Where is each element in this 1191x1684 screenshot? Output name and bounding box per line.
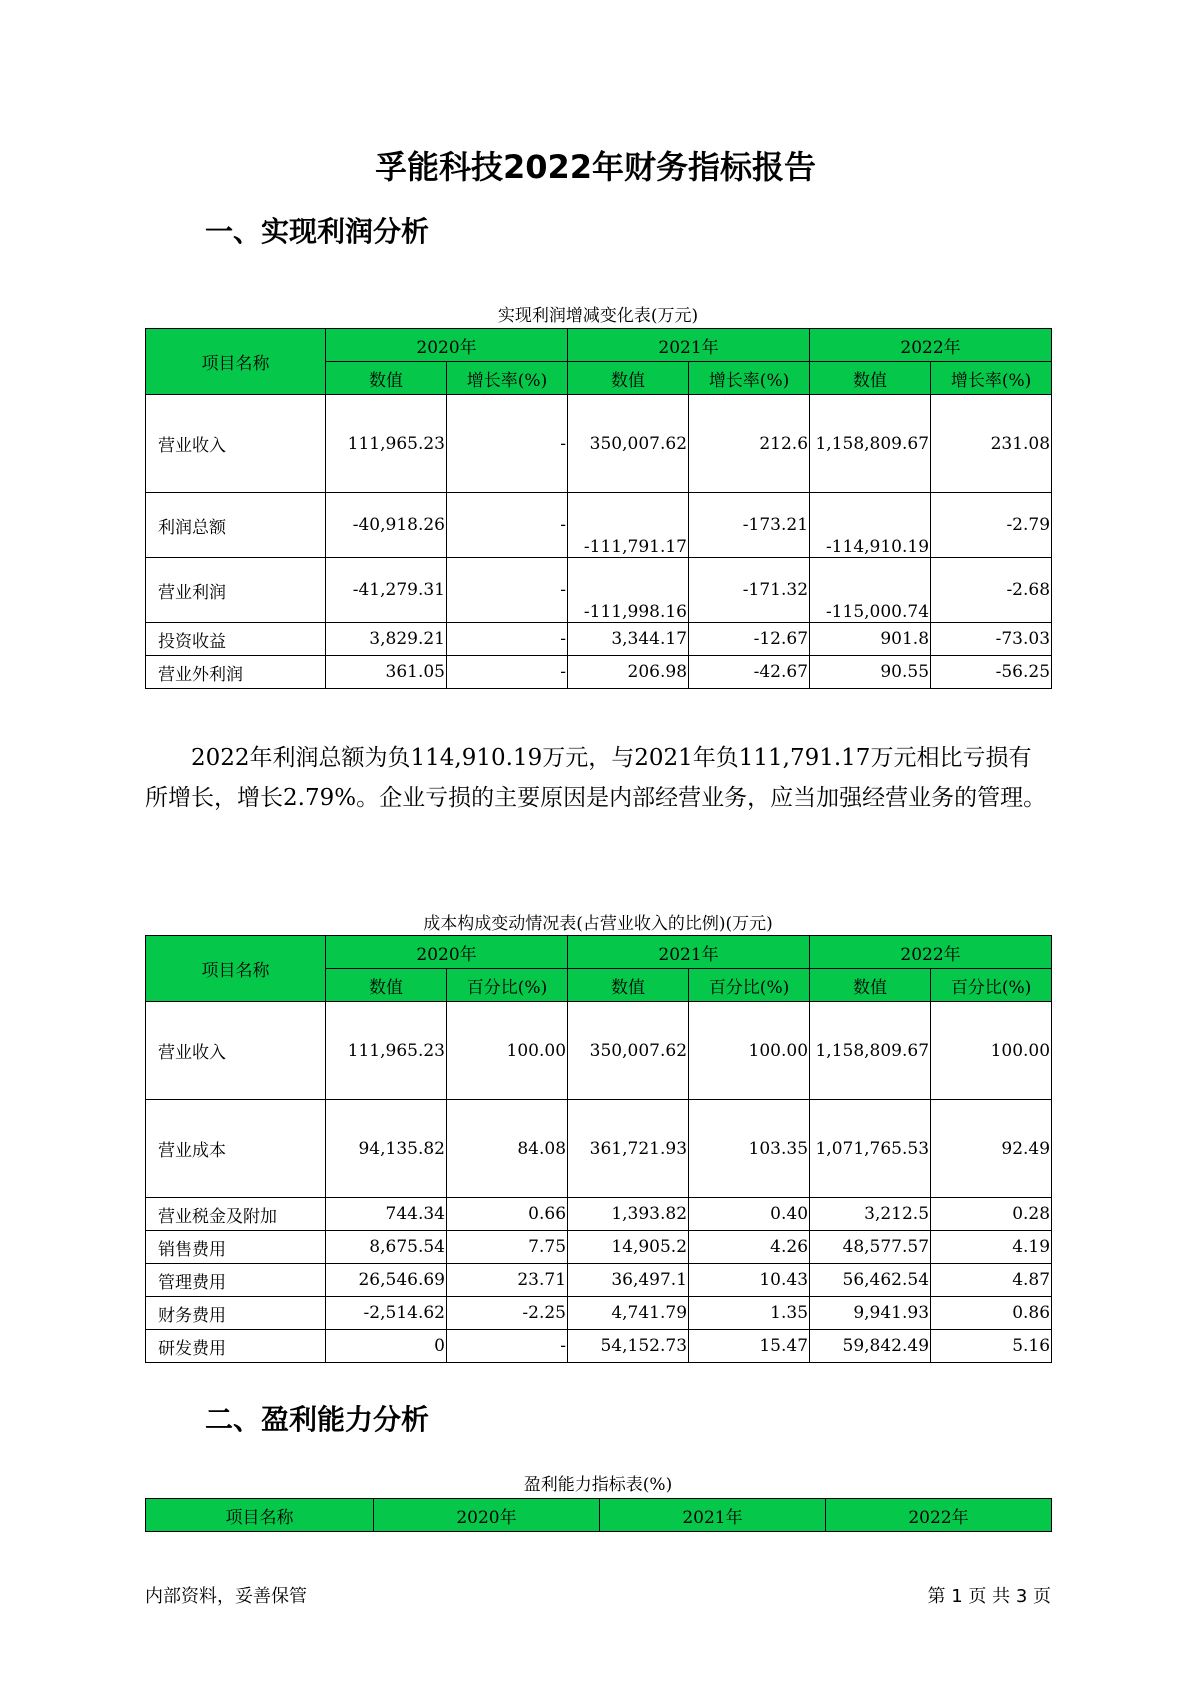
header-year: 2021年 bbox=[568, 936, 810, 969]
cell-value: 361,721.93 bbox=[568, 1100, 689, 1198]
header-year: 2022年 bbox=[810, 329, 1052, 362]
header-value: 数值 bbox=[326, 362, 447, 395]
cell-percent: 4.19 bbox=[931, 1231, 1052, 1264]
cell-rate: - bbox=[447, 656, 568, 689]
cell-rate: - bbox=[447, 558, 568, 623]
row-label: 管理费用 bbox=[146, 1264, 326, 1297]
row-label: 营业收入 bbox=[146, 1002, 326, 1100]
header-value: 数值 bbox=[810, 362, 931, 395]
header-percent: 百分比(%) bbox=[689, 969, 810, 1002]
row-label: 营业利润 bbox=[146, 558, 326, 623]
cell-percent: 0.28 bbox=[931, 1198, 1052, 1231]
section-heading-profit: 一、实现利润分析 bbox=[205, 215, 430, 248]
cell-percent: 100.00 bbox=[931, 1002, 1052, 1100]
section-heading-profitability: 二、盈利能力分析 bbox=[205, 1403, 430, 1436]
cell-value: 9,941.93 bbox=[810, 1297, 931, 1330]
cell-rate: - bbox=[447, 623, 568, 656]
cell-rate: -56.25 bbox=[931, 656, 1052, 689]
cost-structure-table bbox=[145, 935, 1052, 1363]
row-label: 财务费用 bbox=[146, 1297, 326, 1330]
cell-percent: 103.35 bbox=[689, 1100, 810, 1198]
cell-value: 1,071,765.53 bbox=[810, 1100, 931, 1198]
table-row bbox=[146, 1198, 1052, 1231]
cell-value: -111,998.16 bbox=[568, 558, 689, 623]
table-row bbox=[146, 1264, 1052, 1297]
cell-rate: -2.79 bbox=[931, 493, 1052, 558]
header-rate: 增长率(%) bbox=[447, 362, 568, 395]
table-row bbox=[146, 656, 1052, 689]
cell-value: 206.98 bbox=[568, 656, 689, 689]
cell-percent: 0.66 bbox=[447, 1198, 568, 1231]
cell-value: 111,965.23 bbox=[326, 1002, 447, 1100]
cell-value: 36,497.1 bbox=[568, 1264, 689, 1297]
cell-value: 90.55 bbox=[810, 656, 931, 689]
cell-value: 59,842.49 bbox=[810, 1330, 931, 1363]
profitability-table bbox=[145, 1498, 1052, 1532]
header-percent: 百分比(%) bbox=[447, 969, 568, 1002]
header-item-name: 项目名称 bbox=[146, 1499, 374, 1532]
header-item-name: 项目名称 bbox=[146, 936, 326, 1002]
header-year: 2022年 bbox=[810, 936, 1052, 969]
table3-caption: 盈利能力指标表(%) bbox=[523, 1475, 673, 1495]
table-row bbox=[146, 1231, 1052, 1264]
cell-percent: 92.49 bbox=[931, 1100, 1052, 1198]
row-label: 利润总额 bbox=[146, 493, 326, 558]
table-row bbox=[146, 1100, 1052, 1198]
cell-value: 1,393.82 bbox=[568, 1198, 689, 1231]
analysis-paragraph: 2022年利润总额为负114,910.19万元，与2021年负111,791.17万元相比亏损有所增长，增长2.79%。企业亏损的主要原因是内部经营业务，应当加强经营业务的管理。 bbox=[145, 745, 1047, 811]
report-title: 孚能科技2022年财务指标报告 bbox=[374, 148, 817, 186]
header-year: 2020年 bbox=[326, 936, 568, 969]
cell-value: 1,158,809.67 bbox=[810, 1002, 931, 1100]
table-row bbox=[146, 395, 1052, 493]
cell-rate: -73.03 bbox=[931, 623, 1052, 656]
table2-caption: 成本构成变动情况表(占营业收入的比例)(万元) bbox=[423, 914, 773, 934]
cell-value: -114,910.19 bbox=[810, 493, 931, 558]
header-value: 数值 bbox=[568, 969, 689, 1002]
cell-percent: 23.71 bbox=[447, 1264, 568, 1297]
cell-value: -115,000.74 bbox=[810, 558, 931, 623]
cell-rate: 231.08 bbox=[931, 395, 1052, 493]
row-label: 销售费用 bbox=[146, 1231, 326, 1264]
header-rate: 增长率(%) bbox=[689, 362, 810, 395]
header-year: 2021年 bbox=[600, 1499, 826, 1532]
cell-percent: 15.47 bbox=[689, 1330, 810, 1363]
row-label: 研发费用 bbox=[146, 1330, 326, 1363]
cell-value: 0 bbox=[326, 1330, 447, 1363]
cell-percent: 100.00 bbox=[447, 1002, 568, 1100]
header-value: 数值 bbox=[326, 969, 447, 1002]
cell-value: 56,462.54 bbox=[810, 1264, 931, 1297]
cell-percent: - bbox=[447, 1330, 568, 1363]
cell-percent: -2.25 bbox=[447, 1297, 568, 1330]
cell-percent: 1.35 bbox=[689, 1297, 810, 1330]
cell-value: 901.8 bbox=[810, 623, 931, 656]
cell-value: -41,279.31 bbox=[326, 558, 447, 623]
cell-rate: 212.6 bbox=[689, 395, 810, 493]
cell-value: 94,135.82 bbox=[326, 1100, 447, 1198]
row-label: 营业外利润 bbox=[146, 656, 326, 689]
header-percent: 百分比(%) bbox=[931, 969, 1052, 1002]
header-year: 2021年 bbox=[568, 329, 810, 362]
cell-rate: -42.67 bbox=[689, 656, 810, 689]
table1-caption: 实现利润增减变化表(万元) bbox=[497, 306, 699, 326]
cell-value: 4,741.79 bbox=[568, 1297, 689, 1330]
table-row bbox=[146, 493, 1052, 558]
cell-percent: 0.86 bbox=[931, 1297, 1052, 1330]
cell-value: -111,791.17 bbox=[568, 493, 689, 558]
cell-value: 8,675.54 bbox=[326, 1231, 447, 1264]
cell-percent: 5.16 bbox=[931, 1330, 1052, 1363]
footer-page-number: 第 1 页 共 3 页 bbox=[927, 1586, 1051, 1607]
cell-rate: -2.68 bbox=[931, 558, 1052, 623]
header-value: 数值 bbox=[568, 362, 689, 395]
header-rate: 增长率(%) bbox=[931, 362, 1052, 395]
cell-rate: - bbox=[447, 493, 568, 558]
cell-value: 3,344.17 bbox=[568, 623, 689, 656]
cell-value: 54,152.73 bbox=[568, 1330, 689, 1363]
header-value: 数值 bbox=[810, 969, 931, 1002]
cell-rate: -171.32 bbox=[689, 558, 810, 623]
table-row bbox=[146, 623, 1052, 656]
cell-rate: -12.67 bbox=[689, 623, 810, 656]
cell-value: 3,829.21 bbox=[326, 623, 447, 656]
table-row bbox=[146, 1297, 1052, 1330]
header-year: 2020年 bbox=[374, 1499, 600, 1532]
cell-value: 361.05 bbox=[326, 656, 447, 689]
cell-percent: 0.40 bbox=[689, 1198, 810, 1231]
cell-value: 111,965.23 bbox=[326, 395, 447, 493]
cell-rate: - bbox=[447, 395, 568, 493]
header-item-name: 项目名称 bbox=[146, 329, 326, 395]
cell-percent: 4.87 bbox=[931, 1264, 1052, 1297]
cell-percent: 7.75 bbox=[447, 1231, 568, 1264]
cell-value: -2,514.62 bbox=[326, 1297, 447, 1330]
footer-confidential-note: 内部资料，妥善保管 bbox=[145, 1586, 307, 1607]
cell-value: 350,007.62 bbox=[568, 1002, 689, 1100]
cell-value: 350,007.62 bbox=[568, 395, 689, 493]
cell-value: 3,212.5 bbox=[810, 1198, 931, 1231]
cell-value: 26,546.69 bbox=[326, 1264, 447, 1297]
cell-value: 48,577.57 bbox=[810, 1231, 931, 1264]
table-row bbox=[146, 558, 1052, 623]
header-year: 2022年 bbox=[826, 1499, 1052, 1532]
row-label: 营业收入 bbox=[146, 395, 326, 493]
cell-value: 1,158,809.67 bbox=[810, 395, 931, 493]
row-label: 营业税金及附加 bbox=[146, 1198, 326, 1231]
cell-percent: 100.00 bbox=[689, 1002, 810, 1100]
cell-value: -40,918.26 bbox=[326, 493, 447, 558]
table-row bbox=[146, 1330, 1052, 1363]
cell-rate: -173.21 bbox=[689, 493, 810, 558]
cell-percent: 84.08 bbox=[447, 1100, 568, 1198]
cell-percent: 4.26 bbox=[689, 1231, 810, 1264]
cell-value: 14,905.2 bbox=[568, 1231, 689, 1264]
header-year: 2020年 bbox=[326, 329, 568, 362]
cell-value: 744.34 bbox=[326, 1198, 447, 1231]
row-label: 投资收益 bbox=[146, 623, 326, 656]
row-label: 营业成本 bbox=[146, 1100, 326, 1198]
profit-change-table bbox=[145, 328, 1052, 689]
cell-percent: 10.43 bbox=[689, 1264, 810, 1297]
table-row bbox=[146, 1002, 1052, 1100]
